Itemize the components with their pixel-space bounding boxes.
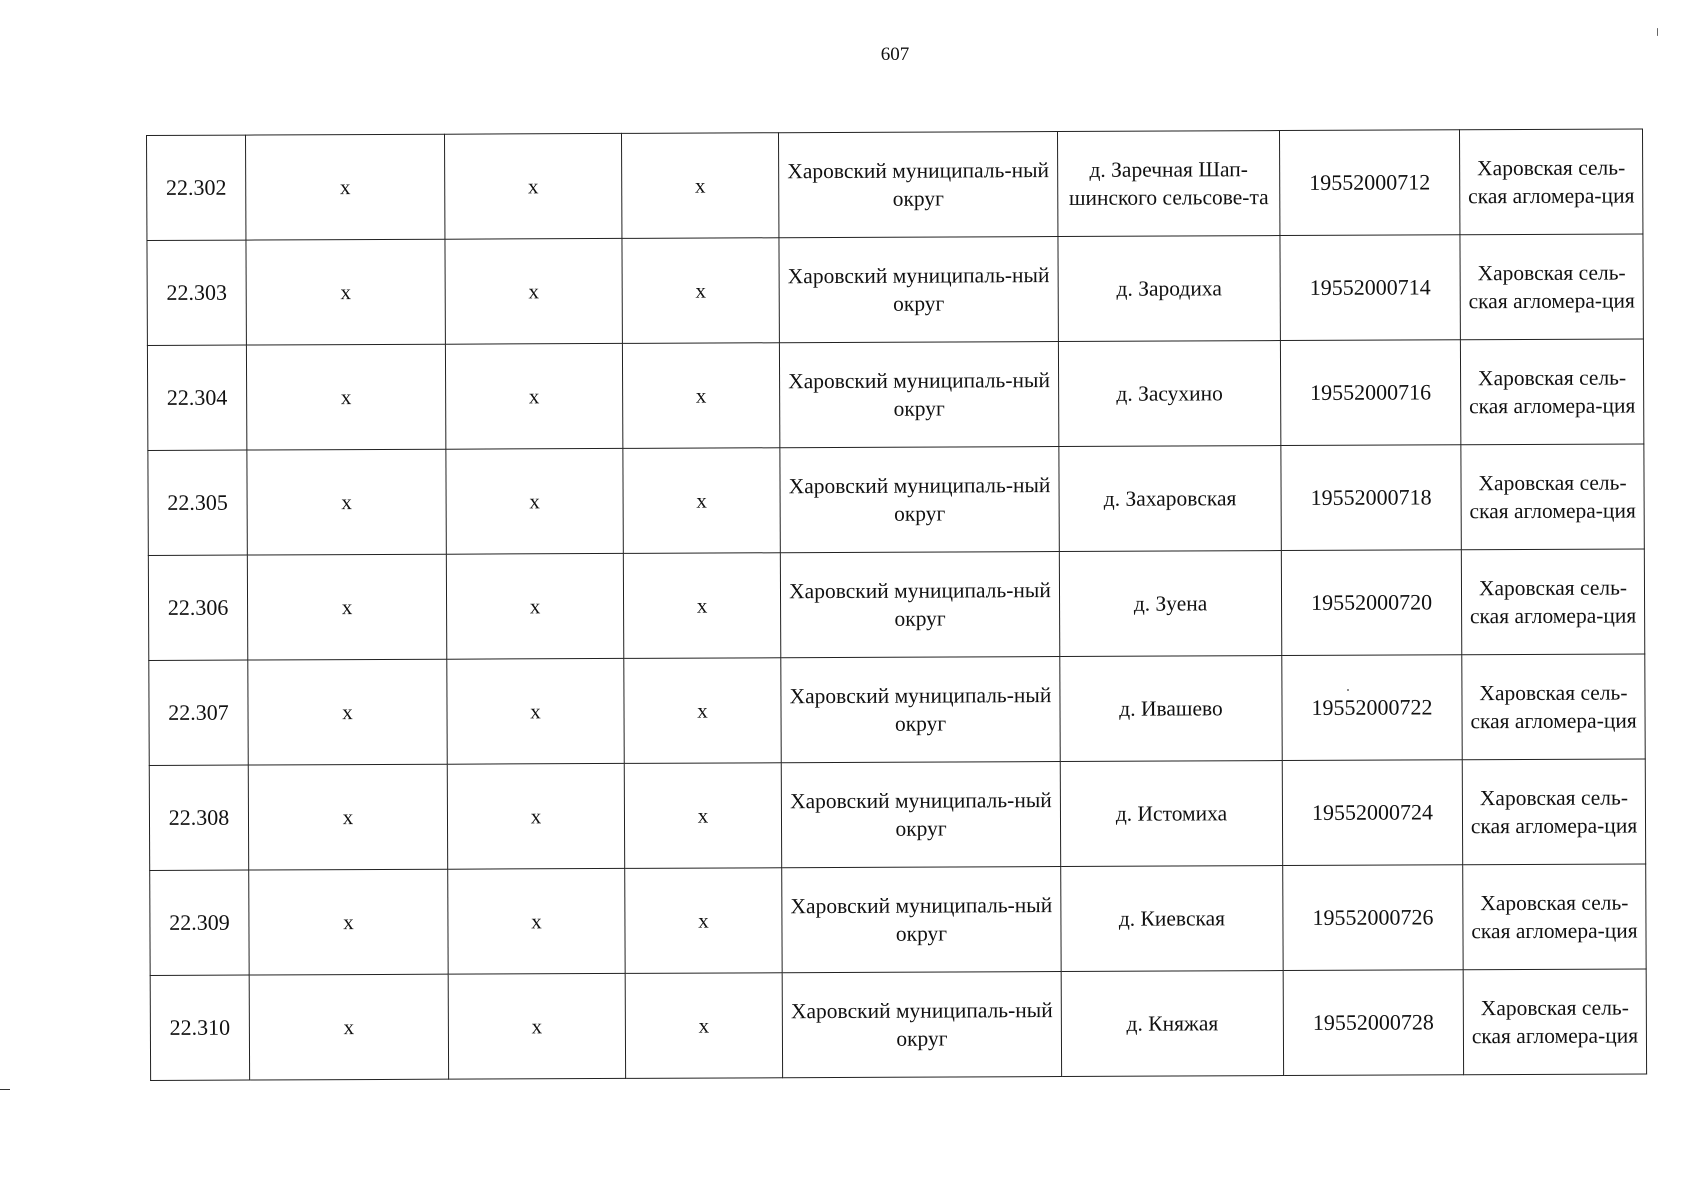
table-row [148, 549, 1644, 661]
settlement-cell: д. Заречная Шап-шинского сельсове-та [1057, 131, 1279, 237]
table-row [149, 654, 1645, 766]
table-row [147, 339, 1643, 451]
empty-marker-cell: x [622, 343, 779, 449]
empty-marker-cell: x [445, 343, 622, 449]
empty-marker-cell: x [623, 448, 780, 554]
settlements-table [146, 128, 1647, 1081]
empty-marker-cell: x [624, 658, 781, 764]
empty-marker-cell: x [445, 238, 622, 344]
row-number-cell: 22.309 [150, 870, 249, 975]
settlement-cell: д. Истомиха [1060, 761, 1282, 867]
agglomeration-cell: Харовская сель-ская агломера-ция [1463, 969, 1646, 1075]
row-number-cell: 22.310 [150, 975, 249, 1080]
table-row [150, 864, 1646, 976]
empty-marker-cell: x [248, 764, 447, 870]
row-number-cell: 22.303 [147, 240, 246, 345]
agglomeration-cell: Харовская сель-ская агломера-ция [1461, 444, 1644, 550]
empty-marker-cell: x [447, 658, 624, 764]
settlement-cell: д. Киевская [1061, 866, 1283, 972]
row-number-cell: 22.308 [149, 765, 248, 870]
agglomeration-cell: Харовская сель-ская агломера-ция [1463, 864, 1646, 970]
empty-marker-cell: x [448, 868, 625, 974]
table-row [149, 759, 1645, 871]
agglomeration-cell: Харовская сель-ская агломера-ция [1459, 129, 1642, 235]
district-cell: Харовский муниципаль-ный округ [782, 867, 1061, 973]
agglomeration-cell: Харовская сель-ская агломера-ция [1461, 549, 1644, 655]
settlement-cell: д. Княжая [1061, 971, 1283, 1077]
empty-marker-cell: x [621, 133, 778, 239]
empty-marker-cell: x [444, 133, 621, 239]
table-row [150, 969, 1646, 1081]
empty-marker-cell: x [247, 554, 446, 660]
agglomeration-cell: Харовская сель-ская агломера-ция [1462, 759, 1645, 865]
empty-marker-cell: x [624, 763, 781, 869]
district-cell: Харовский муниципаль-ный округ [780, 552, 1059, 658]
oktmo-code-cell: 19552000716 [1280, 340, 1460, 446]
empty-marker-cell: x [246, 344, 445, 450]
empty-marker-cell: x [625, 868, 782, 974]
scan-speck [1657, 28, 1658, 36]
page-number: 607 [880, 44, 910, 65]
empty-marker-cell: x [625, 973, 782, 1079]
table-row [147, 129, 1643, 241]
settlements-table-wrapper [146, 128, 1647, 1081]
district-cell: Харовский муниципаль-ный округ [780, 447, 1059, 553]
district-cell: Харовский муниципаль-ный округ [781, 657, 1060, 763]
district-cell: Харовский муниципаль-ный округ [781, 762, 1060, 868]
row-number-cell: 22.304 [147, 345, 246, 450]
empty-marker-cell: x [446, 448, 623, 554]
empty-marker-cell: x [623, 553, 780, 659]
table-row [147, 234, 1643, 346]
row-number-cell: 22.306 [148, 555, 247, 660]
oktmo-code-cell: 19552000712 [1279, 130, 1459, 236]
empty-marker-cell: x [622, 238, 779, 344]
oktmo-code-cell: 19552000722 [1282, 655, 1462, 761]
oktmo-code-cell: 19552000718 [1281, 445, 1461, 551]
empty-marker-cell: x [246, 239, 445, 345]
table-row [148, 444, 1644, 556]
margin-mark [0, 1089, 10, 1090]
empty-marker-cell: x [249, 974, 448, 1080]
oktmo-code-cell: 19552000726 [1283, 865, 1463, 971]
empty-marker-cell: x [247, 449, 446, 555]
empty-marker-cell: x [246, 134, 445, 240]
empty-marker-cell: x [447, 763, 624, 869]
oktmo-code-cell: 19552000720 [1281, 550, 1461, 656]
district-cell: Харовский муниципаль-ный округ [779, 342, 1058, 448]
district-cell: Харовский муниципаль-ный округ [779, 237, 1058, 343]
settlement-cell: д. Захаровская [1059, 446, 1281, 552]
empty-marker-cell: x [446, 553, 623, 659]
empty-marker-cell: x [249, 869, 448, 975]
empty-marker-cell: x [248, 659, 447, 765]
settlement-cell: д. Засухино [1058, 341, 1280, 447]
agglomeration-cell: Харовская сель-ская агломера-ция [1460, 234, 1643, 340]
row-number-cell: 22.305 [148, 450, 247, 555]
settlement-cell: д. Зуена [1059, 551, 1281, 657]
row-number-cell: 22.302 [147, 135, 246, 240]
scan-speck [1347, 689, 1349, 691]
oktmo-code-cell: 19552000714 [1280, 235, 1460, 341]
settlement-cell: д. Зародиха [1058, 236, 1280, 342]
empty-marker-cell: x [448, 973, 625, 1079]
oktmo-code-cell: 19552000728 [1283, 970, 1463, 1076]
oktmo-code-cell: 19552000724 [1282, 760, 1462, 866]
district-cell: Харовский муниципаль-ный округ [782, 972, 1061, 1078]
district-cell: Харовский муниципаль-ный округ [778, 132, 1057, 238]
settlement-cell: д. Ивашево [1060, 656, 1282, 762]
table-body [147, 129, 1647, 1081]
agglomeration-cell: Харовская сель-ская агломера-ция [1460, 339, 1643, 445]
row-number-cell: 22.307 [149, 660, 248, 765]
agglomeration-cell: Харовская сель-ская агломера-ция [1462, 654, 1645, 760]
